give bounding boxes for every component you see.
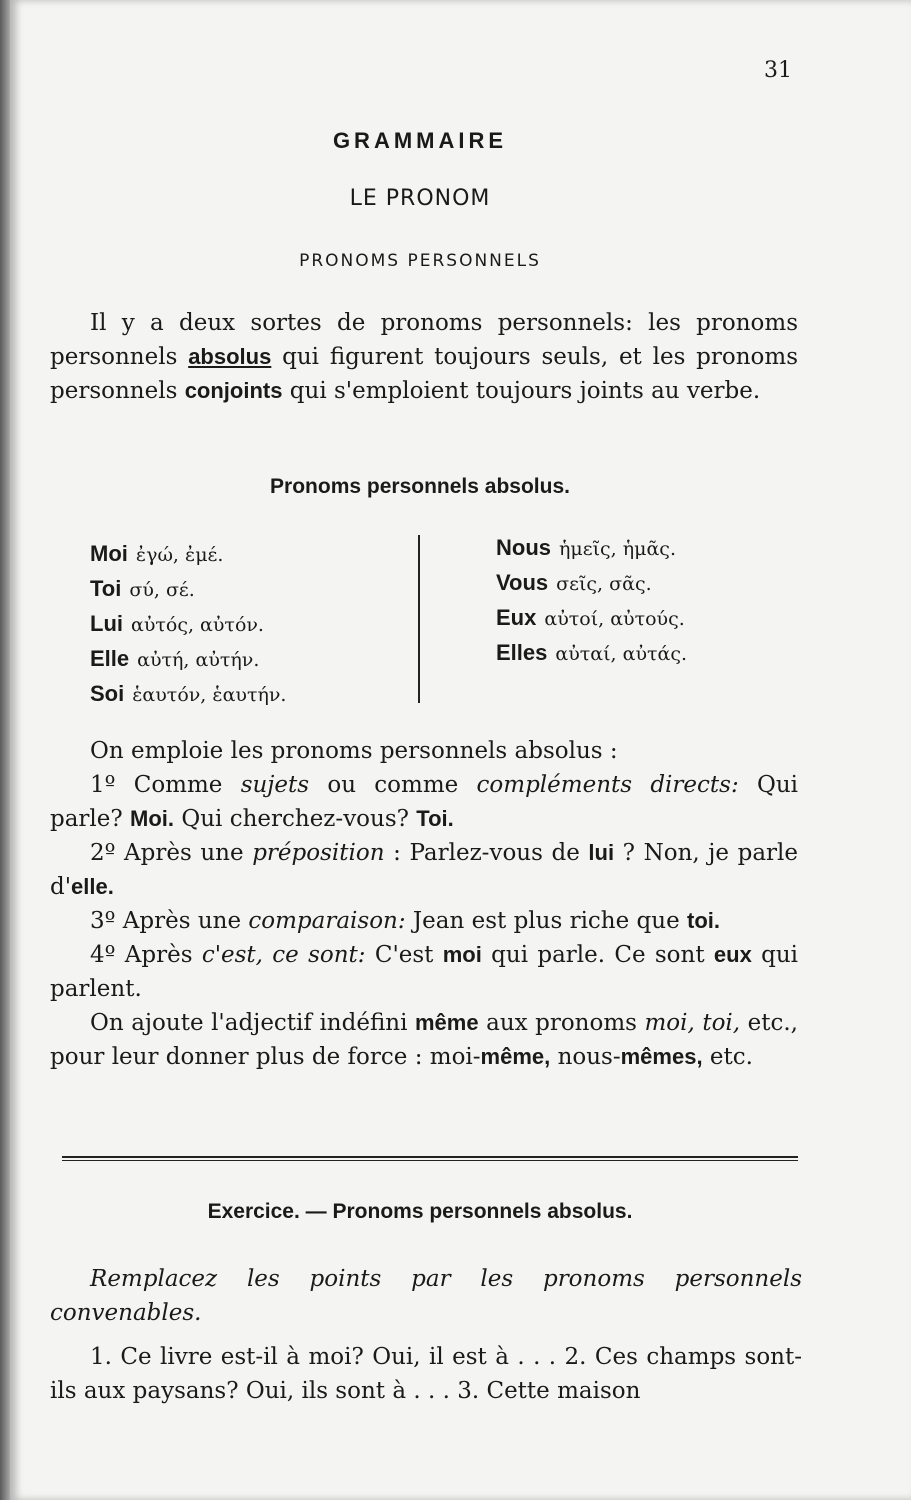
intro-text-1: Il y a deux sortes de pronoms personnels: les pronoms personnels [50,310,798,370]
usage-section [50,734,798,1074]
pronoun-row [90,537,286,572]
pronoun-greek: ἡμεῖς, ἡμᾶς. [559,538,676,560]
rule-italic: sujets [240,772,310,798]
pronoun-word: Nous [496,535,551,560]
section-divider [62,1156,798,1161]
rule-text: etc. [702,1044,753,1070]
pronoun-word: Elle [90,646,130,671]
rule-bold: eux [713,942,752,967]
pronoun-row [90,642,286,677]
subsection-title: PRONOMS PERSONNELS [299,251,541,271]
rule-bold: elle. [71,874,114,899]
pronoun-row [496,636,687,671]
rule-bold: Moi. [130,806,175,831]
usage-rule-2 [50,836,798,904]
pronoun-greek: αὐταί, αὐτάς. [555,643,688,665]
rule-number: 2º [90,840,116,866]
usage-rule-1 [50,768,798,836]
rule-text: nous- [550,1044,621,1070]
rule-number: 1º [90,772,116,798]
rule-text: Comme [133,772,241,798]
intro-absolus: absolus [188,344,272,369]
pronoun-word: Lui [90,611,123,636]
rule-bold: Toi. [416,806,454,831]
rule-bold: toi. [687,908,721,933]
page-number: 31 [764,58,792,83]
rule-bold: même, [480,1044,551,1069]
intro-text-3: qui s'emploient toujours joints au verbe. [282,378,761,404]
pronoun-row [496,566,687,601]
rule-text: qui parle. Ce sont [481,942,714,968]
book-page [10,0,911,1500]
rule-text: : Parlez-vous de [384,840,589,866]
rule-text: Qui parle? [50,772,799,832]
rule-text: ou comme [309,772,477,798]
usage-rule-4 [50,938,798,1006]
intro-paragraph [50,306,798,408]
rule-text: Jean est plus riche que [405,908,688,934]
book-spine-shadow [0,0,10,1500]
pronoun-greek: αὐτοί, αὐτούς. [544,608,685,630]
pronoun-row [90,677,286,712]
pronoun-word: Elles [496,640,548,665]
rule-text: ? Non, je parle d' [50,840,799,900]
rule-italic: compléments directs: [476,772,739,798]
rule-text: Après une [122,908,249,934]
rule-text: Après [124,942,202,968]
table-divider [418,535,420,703]
pronoun-row [90,607,286,642]
exercise-sentences: 1. Ce livre est-il à moi? Oui, il est à . . . 2. Ces champs sont-ils aux paysans? Oui, ils sont à . . . 3. Cette maison [50,1344,802,1404]
pronoun-row [496,531,687,566]
rule-text: etc., pour leur donner plus de force : moi- [50,1010,798,1070]
exercise-heading [10,1200,830,1224]
pronoun-word: Moi [90,541,128,566]
rule-number: 3º [90,908,116,934]
section-title: GRAMMAIRE [332,128,508,153]
rule-italic: préposition [252,840,385,866]
exercise-instruction: Remplacez les points par les pronoms personnels convenables. [50,1266,802,1326]
usage-intro: On emploie les pronoms personnels absolus : [90,738,618,764]
exercise-label: Exercice. [207,1200,300,1223]
rule-bold: même [414,1010,479,1035]
pronoun-greek: αὐτή, αὐτήν. [137,649,260,671]
intro-text-2: qui figurent toujours seuls, et les pronoms personnels [50,344,799,404]
pronoun-row [90,572,286,607]
rule-bold: lui [588,840,615,865]
pronoun-greek: σύ, σέ. [129,579,195,601]
exercise-dash: — [299,1200,333,1223]
intro-conjoints: conjoints [184,378,283,403]
rule-text: C'est [365,942,443,968]
pronoun-word: Eux [496,605,537,630]
rule-text: Qui cherchez-vous? [174,806,417,832]
pronoun-row [496,601,687,636]
rule-text: On ajoute l'adjectif indéfini [90,1010,415,1036]
pronoun-greek: ἐγώ, ἐμέ. [135,544,224,566]
rule-bold: mêmes, [620,1044,703,1069]
pronoun-greek: ἑαυτόν, ἑαυτήν. [132,684,287,706]
rule-bold: moi [442,942,482,967]
pronoun-table-right [496,531,687,671]
pronoun-word: Soi [90,681,125,706]
pronoun-word: Vous [496,570,549,595]
pronoun-greek: σεῖς, σᾶς. [556,573,652,595]
pronoun-greek: αὐτός, αὐτόν. [131,614,264,636]
usage-rule-3 [50,904,798,938]
chapter-title: LE PRONOM [349,186,491,211]
rule-number: 4º [90,942,116,968]
usage-rule-5 [50,1006,798,1074]
rule-italic: c'est, ce sont: [201,942,366,968]
pronoun-word: Toi [90,576,122,601]
exercise-title: Pronoms personnels absolus. [332,1200,633,1223]
table-heading: Pronoms personnels absolus. [270,475,570,498]
pronoun-table-left [90,537,286,712]
rule-text: aux pronoms [478,1010,645,1036]
rule-italic: comparaison: [248,908,406,934]
exercise-body [50,1262,802,1408]
rule-italic: moi, toi, [644,1010,741,1036]
rule-text: qui parlent. [50,942,799,1002]
rule-text: Après une [124,840,253,866]
